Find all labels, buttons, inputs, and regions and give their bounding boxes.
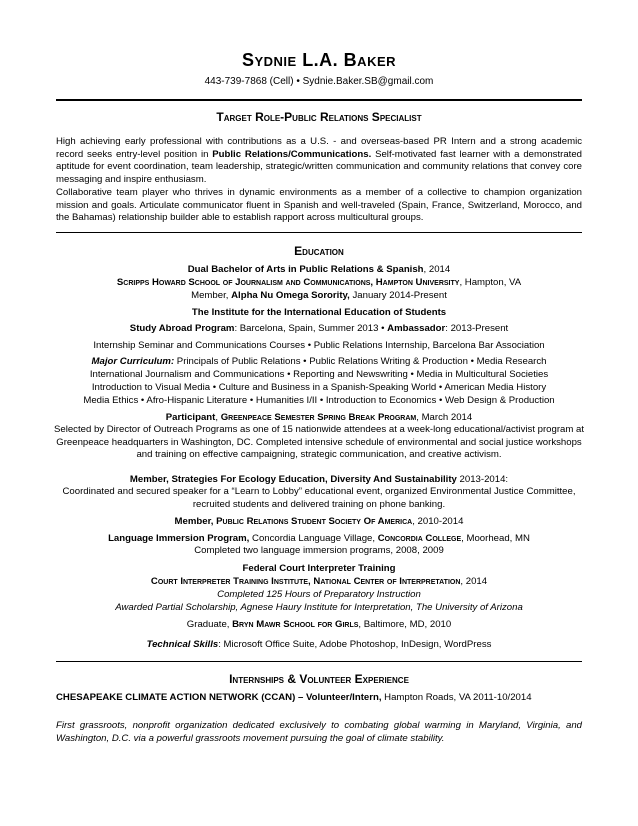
concordia-college: Concordia College — [377, 533, 462, 544]
sorority-name: Alpha Nu Omega Sorority, — [231, 290, 350, 301]
strategies-line — [56, 474, 582, 487]
internship-seminar-line: Internship Seminar and Communications Courses • Public Relations Internship, Barcelona Bar Association — [93, 340, 545, 351]
experience-heading: Internships & Volunteer Experience — [229, 672, 409, 686]
institute-year: , 2014 — [460, 576, 488, 587]
ambassador-label: Ambassador — [387, 323, 446, 334]
curriculum-text: Principals of Public Relations • Public Relations Writing & Production • Media Research — [174, 356, 547, 367]
language-line — [56, 533, 582, 546]
interpreter-institute-line — [56, 576, 582, 589]
prssa-dates: , 2010-2014 — [412, 516, 464, 527]
strategies-org: Member, Strategies For Ecology Education, Diversity And Sustainability — [129, 474, 457, 485]
technical-skills-line — [56, 639, 582, 652]
institute-line — [56, 307, 582, 320]
technical-skills-value: : Microsoft Office Suite, Adobe Photoshop, InDesign, WordPress — [218, 639, 492, 650]
curriculum-label: Major Curriculum: — [91, 356, 175, 367]
participant-description: Selected by Director of Outreach Programs as one of 15 nationwide attendees at a week-long educational/activist program at Greenpeace headquarters in Washington, DC. Completed intensive schedule of environmental and social justice workshops and training on effective campaigning, strategic communication, and creative activism. — [53, 424, 585, 461]
target-role-heading: Target Role-Public Relations Specialist — [216, 110, 422, 124]
study-abroad-detail: : Barcelona, Spain, Summer 2013 • — [234, 323, 388, 334]
interpreter-training-title — [56, 563, 582, 576]
sorority-line — [56, 290, 582, 303]
greenpeace-program: Greenpeace Semester Spring Break Program — [220, 412, 417, 423]
school-line — [56, 277, 582, 290]
organization-name: CHESAPEAKE CLIMATE ACTION NETWORK (CCAN) — [56, 692, 296, 703]
language-description: Completed two language immersion programs, 2008, 2009 — [194, 545, 444, 556]
separator: , — [215, 412, 221, 423]
strategies-description: Coordinated and secured speaker for a “Learn to Lobby” educational event, organized Environmental Justice Committee, recruited students and delivered training on phone banking. — [62, 486, 576, 510]
interpreter-hours — [56, 589, 582, 602]
label: Member, — [174, 516, 217, 527]
participant-label: Participant — [165, 412, 216, 423]
summary-text: High achieving early professional with contributions as a U.S. - and overseas-based PR Intern and a strong academic record seeks entry-level position in — [56, 136, 582, 160]
college-location: , Moorhead, MN — [461, 533, 530, 544]
technical-skills-label: Technical Skills — [146, 639, 219, 650]
degree: Dual Bachelor of Arts in Public Relations & Spanish — [187, 264, 424, 275]
organization-description: First grassroots, nonprofit organization dedicated exclusively to combating global warming in Maryland, Virginia, and Washington, D.C. via a powerful grassroots movement pursuing the goal of climate stability. — [56, 720, 582, 744]
summary-highlight: Public Relations/Communications. — [212, 148, 372, 160]
prssa-name: Public Relations Student Society Of America — [216, 516, 413, 527]
degree-line — [56, 264, 582, 277]
summary-paragraph-1 — [56, 136, 582, 186]
high-school-location: , Baltimore, MD, 2010 — [358, 619, 452, 630]
role-title: – Volunteer/Intern, — [295, 692, 382, 703]
curriculum-line-3: Introduction to Visual Media • Culture and Business in a Spanish-Speaking World • American Media History — [91, 382, 547, 393]
program-date: , March 2014 — [416, 412, 473, 423]
interpreter-scholarship — [56, 602, 582, 615]
contact-info: 443-739-7868 (Cell) • Sydnie.Baker.SB@gmail.com — [204, 76, 434, 87]
curriculum-line-4: Media Ethics • Afro-Hispanic Literature • Humanities I/II • Introduction to Economics • Web Design & Production — [83, 395, 555, 406]
location-dates: Hampton Roads, VA 2011-10/2014 — [381, 692, 532, 703]
sorority-dates: January 2014-Present — [349, 290, 447, 301]
school-name: Scripps Howard School of Journalism and Communications, Hampton University — [116, 277, 460, 288]
interpreter-institute: Court Interpreter Training Institute, National Center of Interpretation — [150, 576, 461, 587]
scholarship-text: Awarded Partial Scholarship, Agnese Haury Institute for Interpretation, The University of Arizona — [115, 602, 523, 613]
study-abroad-label: Study Abroad Program — [129, 323, 235, 334]
interpreter-training: Federal Court Interpreter Training — [242, 563, 396, 574]
institute-name: The Institute for the International Education of Students — [191, 307, 447, 318]
education-heading: Education — [294, 244, 344, 258]
language-program-label: Language Immersion Program, — [108, 533, 250, 544]
summary-paragraph-2: Collaborative team player who thrives in dynamic environments as a member of a collective to champion organization mission and goals. Articulate communicator fluent in Spanish and well-traveled (Spain, France, Switzerland, Morocco, and the Bahamas) relationship builder able to establish rapport across multicultural groups. — [56, 187, 582, 224]
study-abroad-line — [56, 323, 582, 336]
hours-text: Completed 125 Hours of Preparatory Instruction — [217, 589, 421, 600]
prssa-line — [56, 516, 582, 529]
curriculum-line-2: International Journalism and Communications • Reporting and Newswriting • Media in Multicultural Societies — [89, 369, 549, 380]
label: Graduate, — [186, 619, 233, 630]
degree-year: , 2014 — [423, 264, 451, 275]
experience-description — [56, 720, 582, 745]
experience-title-line — [56, 692, 582, 705]
label: Member, — [191, 290, 232, 301]
candidate-name: Sydnie L.A. Baker — [241, 50, 397, 70]
school-location: , Hampton, VA — [459, 277, 522, 288]
curriculum-line-1 — [56, 356, 582, 369]
strategies-dates: 2013-2014: — [456, 474, 509, 485]
graduate-line — [56, 619, 582, 632]
divider — [56, 99, 582, 101]
divider — [56, 661, 582, 662]
participant-line — [56, 412, 582, 425]
summary-text: Self-motivated fast learner with a demonstrated aptitude for event coordination, team leadership, strategic/written communication and community relations that convey core messaging and inspire enthusiasm. — [56, 148, 582, 185]
ambassador-dates: : 2013-Present — [445, 323, 509, 334]
divider — [56, 232, 582, 233]
language-village: Concordia Language Village, — [249, 533, 378, 544]
high-school-name: Bryn Mawr School for Girls — [232, 619, 359, 630]
